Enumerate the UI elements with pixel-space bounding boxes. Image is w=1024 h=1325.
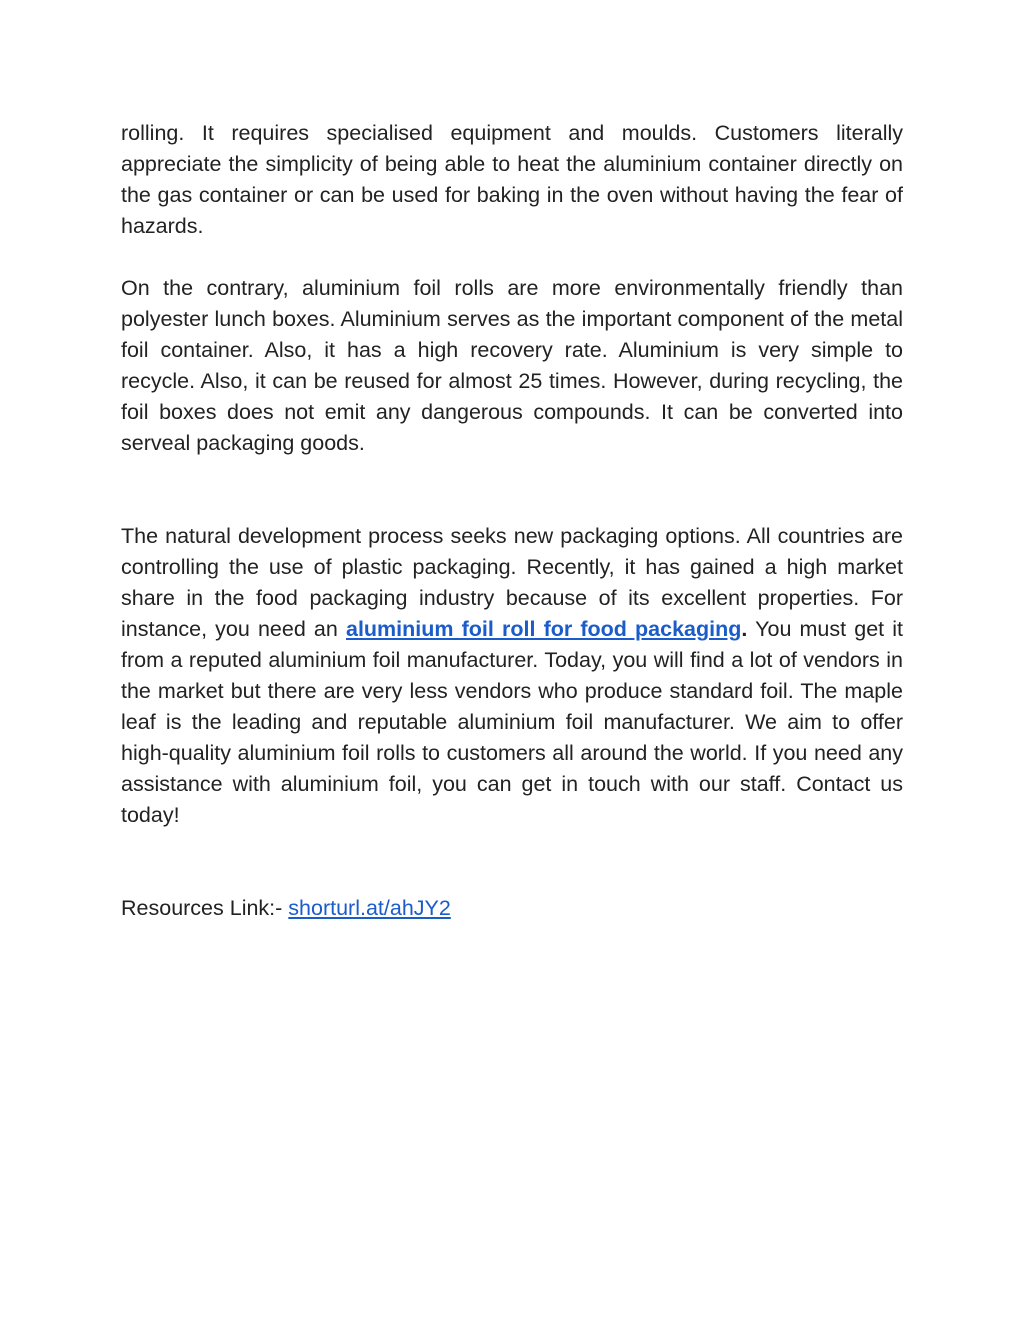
paragraph-packaging-text-before: The natural development process seeks new packaging options. All countries are controlling the use of plastic packaging. Recently, it has gained a high market share in the food packaging industry because of its excellent properties. For instance, you need an — [121, 524, 903, 641]
paragraph-spacer — [121, 242, 903, 273]
paragraph-spacer — [121, 459, 903, 521]
resources-line — [121, 893, 903, 924]
resources-label: Resources Link:- — [121, 896, 289, 920]
link-period: . — [741, 617, 748, 641]
paragraph-environment: On the contrary, aluminium foil rolls are more environmentally friendly than polyester lunch boxes. Aluminium serves as the important component of the metal foil container. Also, it has a high recovery rate. Aluminium is very simple to recycle. Also, it can be reused for almost 25 times. However, during recycling, the foil boxes does not emit any dangerous compounds. It can be converted into serveal packaging goods. — [121, 276, 903, 455]
paragraph-packaging — [121, 521, 903, 831]
paragraph-spacer — [121, 831, 903, 893]
document-body — [121, 118, 903, 924]
paragraph-packaging-text-after: You must get it from a reputed aluminium foil manufacturer. Today, you will find a lot of vendors in the market but there are very less vendors who produce standard foil. The maple leaf is the leading and reputable aluminium foil manufacturer. We aim to offer high-quality aluminium foil rolls to customers all around the world. If you need any assistance with aluminium foil, you can get in touch with our staff. Contact us today! — [121, 617, 904, 827]
aluminium-foil-roll-link[interactable]: aluminium foil roll for food packaging — [345, 617, 742, 641]
resources-link[interactable]: shorturl.at/ahJY2 — [288, 896, 451, 920]
paragraph-recycling-intro: rolling. It requires specialised equipment and moulds. Customers literally appreciate the simplicity of being able to heat the aluminium container directly on the gas container or can be used for baking in the oven without having the fear of hazards. — [121, 121, 903, 238]
